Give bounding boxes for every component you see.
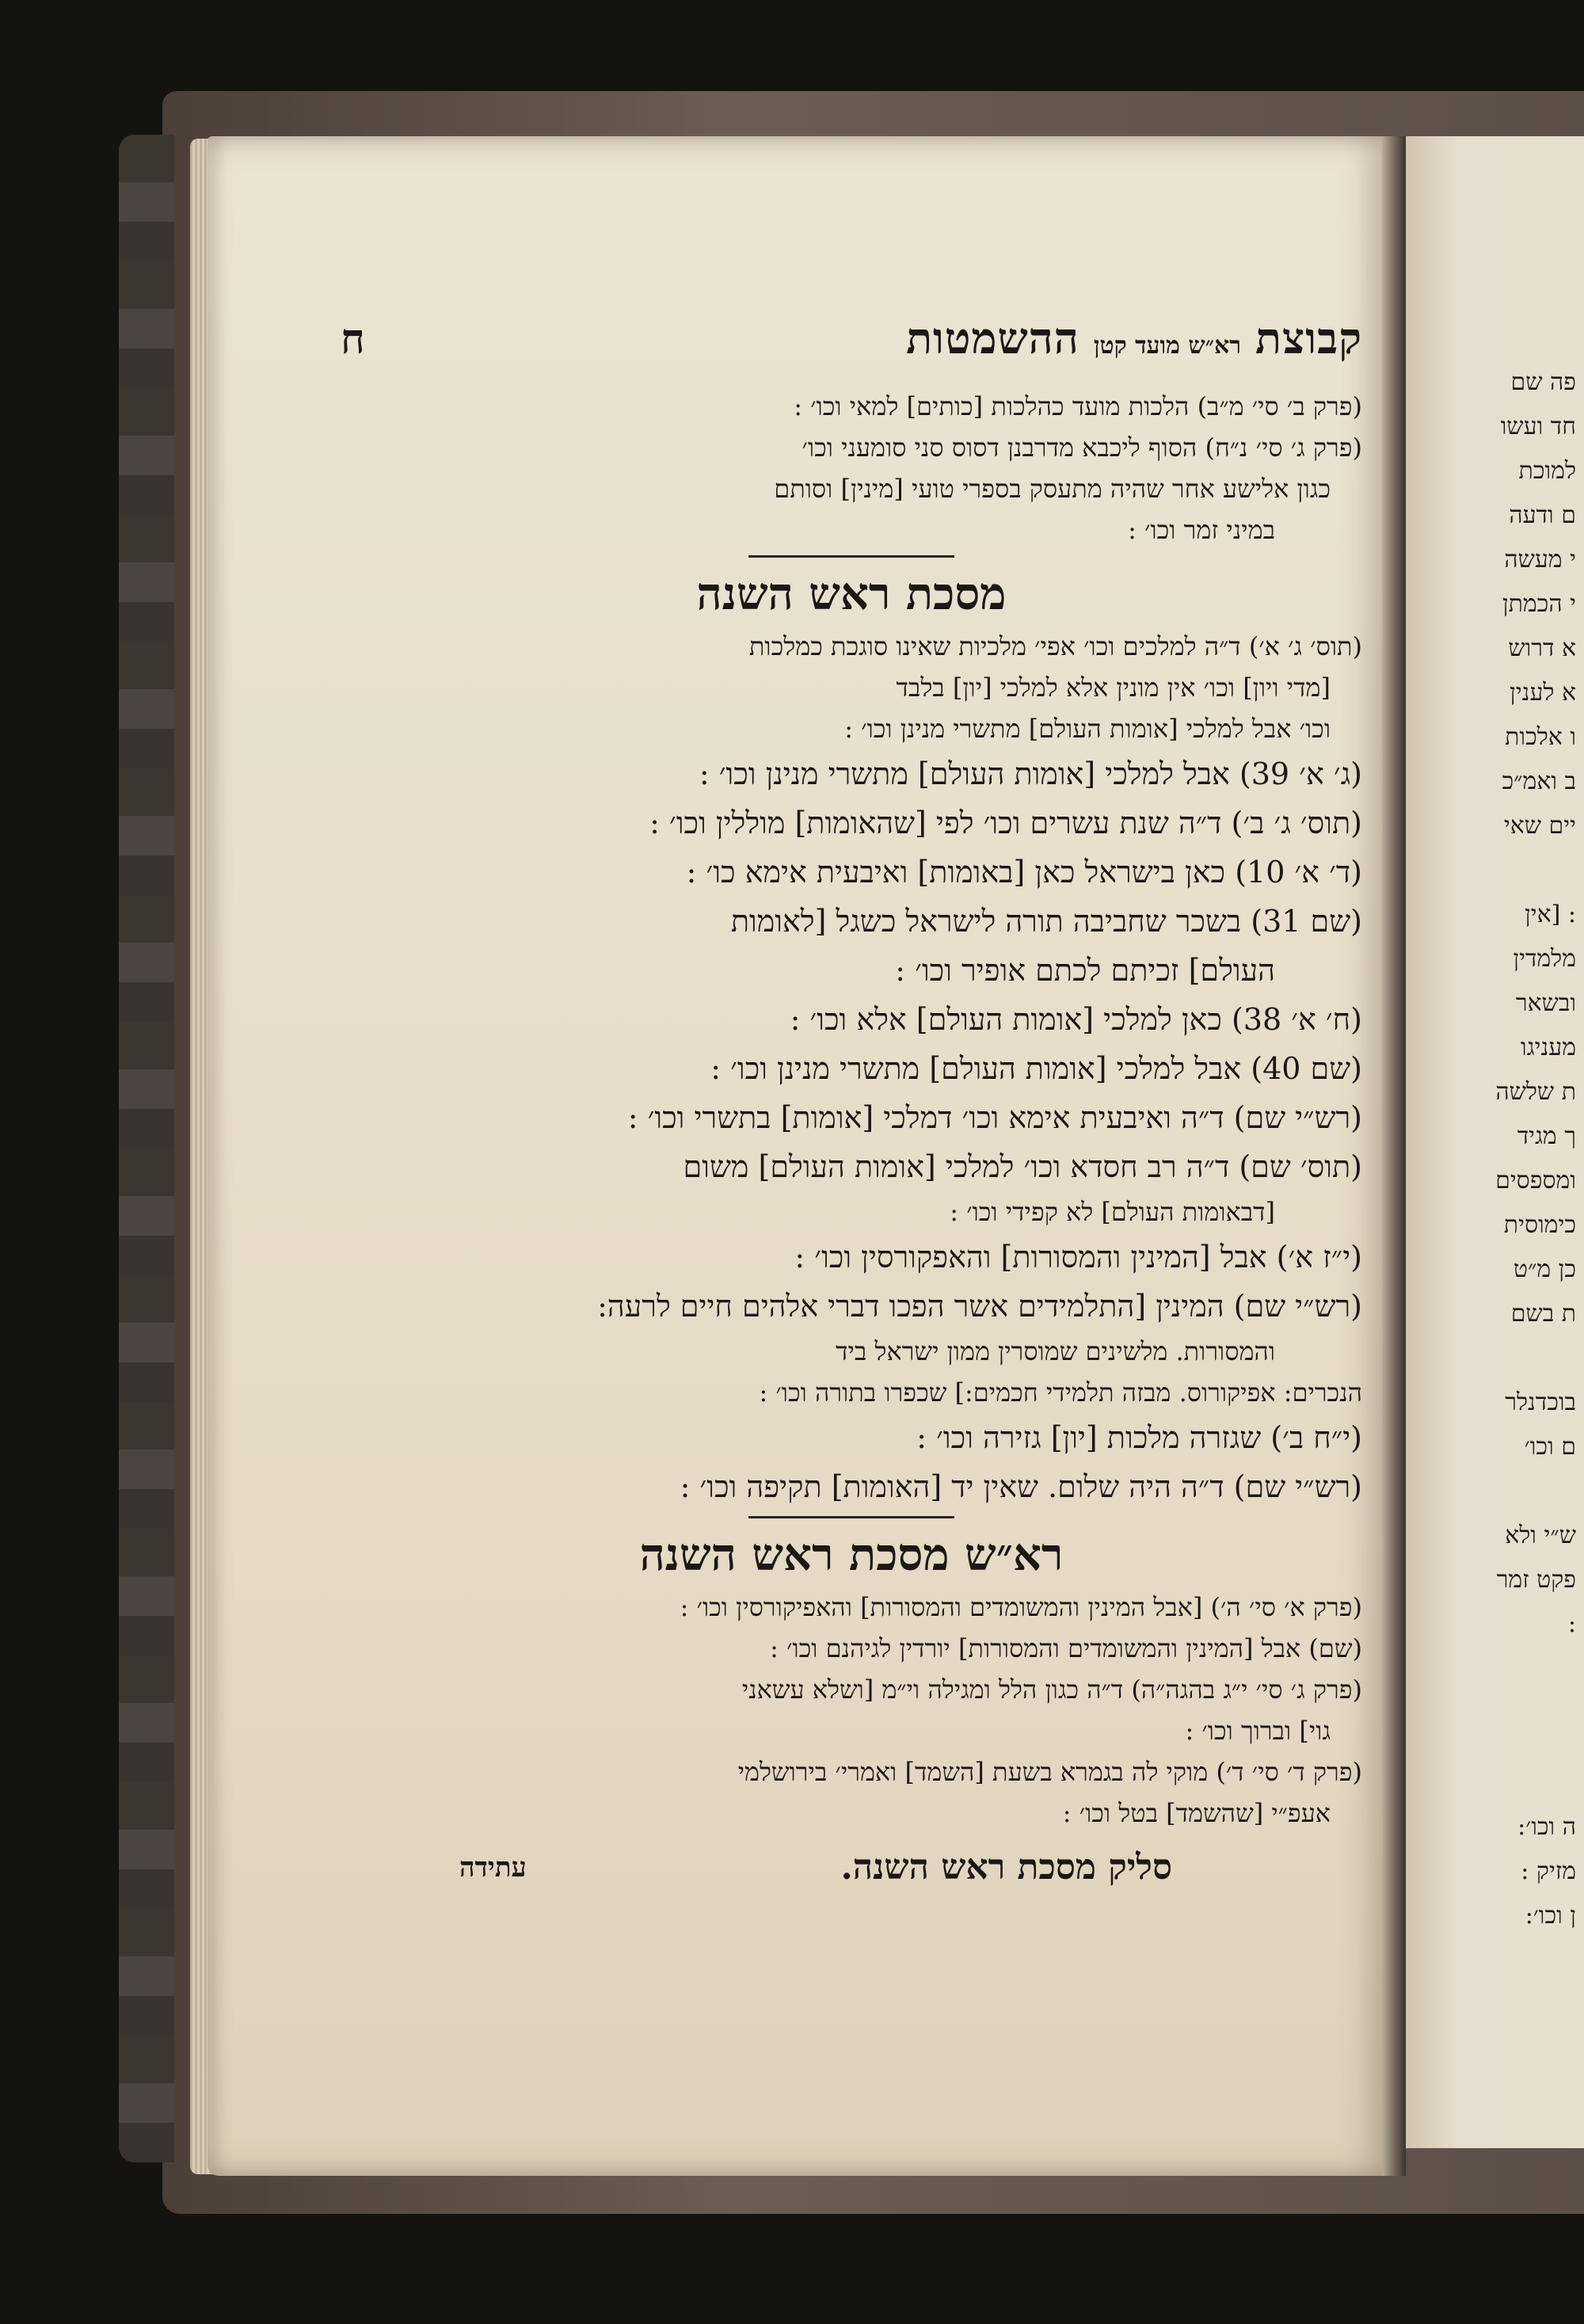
book-spine (119, 135, 174, 2162)
text-line: (שם 31) בשכר שחביבה תורה לישראל כשגל [לאומות (730, 904, 1362, 939)
text-line: העולם] זכיתם לכתם אופיר וכו׳ : (895, 953, 1275, 988)
header-subtitle: רא״ש מועד קטן (1093, 332, 1242, 360)
header-title: קבוצת (1255, 313, 1362, 364)
right-fragment: : (1567, 1610, 1576, 1638)
right-fragment: מלמדין (1513, 945, 1576, 973)
text-line: (פרק א׳ סי׳ ה׳) [אבל המינין והמשומדים והמסורות] והאפיקורסין וכו׳ : (680, 1592, 1362, 1622)
right-fragment: ומספסים (1495, 1167, 1576, 1194)
text-line: (תוס׳ ג׳ ב׳) ד״ה שנת עשרים וכו׳ לפי [שהאומות] מוללין וכו׳ : (649, 806, 1362, 840)
right-fragment: יים שאי (1503, 812, 1576, 840)
right-fragment: ת שלשה (1495, 1078, 1576, 1106)
section-divider (748, 1516, 954, 1518)
header-section-name: ההשמטות (906, 313, 1079, 364)
right-fragment: ם ודעה (1509, 501, 1576, 529)
text-line: (י״ח ב׳) שגזרה מלכות [יון] גזירה וכו׳ : (916, 1420, 1362, 1455)
spacer (1418, 1647, 1576, 1805)
right-fragment: חד ועשו (1500, 413, 1576, 440)
page-number: ח (341, 315, 365, 364)
text-line: (שם) אבל [המינין והמשומדים והמסורות] יורדין לגיהנם וכו׳ : (770, 1633, 1362, 1663)
right-fragment: פה שם (1510, 368, 1576, 396)
right-fragment: מזיק : (1521, 1857, 1576, 1885)
opening-line: (פרק ג׳ סי׳ נ״ח) הסוף ליכבא מדרבנן דסוס סני סומעני וכו׳ (802, 432, 1362, 463)
right-fragment: ם וכו׳ (1524, 1433, 1576, 1461)
right-fragment: ת בשם (1510, 1300, 1576, 1328)
text-line: (רש״י שם) ד״ה ואיבעית אימא וכו׳ דמלכי [אומות] בתשרי וכו׳ : (627, 1100, 1362, 1135)
right-fragment: י מעשה (1504, 546, 1576, 573)
text-line: גוי] וברוך וכו׳ : (1185, 1716, 1331, 1746)
right-fragment: כימוסית (1503, 1211, 1576, 1239)
text-line: והמסורות. מלשינים שמוסרין ממון ישראל ביד (836, 1336, 1275, 1366)
right-fragment: : [אין (1525, 901, 1576, 928)
right-fragment: א דרוש (1508, 634, 1576, 662)
closing-line (341, 1840, 1362, 1895)
text-line: [מדי ויון] וכו׳ אין מונין אלא למלכי [יון] בלבד (896, 672, 1331, 703)
section-divider (748, 555, 954, 558)
header-title-group (906, 313, 1362, 364)
right-fragment (1418, 848, 1576, 893)
text-line: [דבאומות העולם] לא קפידי וכו׳ : (950, 1197, 1275, 1227)
running-header (341, 313, 1362, 386)
right-fragment: י הכמתן (1502, 590, 1576, 618)
text-line: (תוס׳ ג׳ א׳) ד״ה למלכים וכו׳ אפי׳ מלכיות שאינו סוגכת כמלכות (748, 631, 1362, 661)
text-line: וכו׳ אבל למלכי [אומות העולם] מתשרי מנינן וכו׳ : (844, 714, 1331, 744)
main-text-column (341, 313, 1362, 1895)
catchword: עתידה (459, 1852, 527, 1884)
opening-line: כגון אלישע אחר שהיה מתעסק בספרי טועי [מינין] וסותם (774, 474, 1331, 504)
right-fragment (1418, 1336, 1576, 1381)
right-fragment: ן וכו׳: (1525, 1902, 1576, 1930)
text-line: (פרק ג׳ סי׳ י״ג בהגה״ה) ד״ה כגון הלל ומגילה וי״מ [ושלא עשאני (741, 1674, 1362, 1705)
text-line: (תוס׳ שם) ד״ה רב חסדא וכו׳ למלכי [אומות העולם] משום (683, 1149, 1362, 1184)
text-line: (שם 40) אבל למלכי [אומות העולם] מתשרי מנינן וכו׳ : (710, 1051, 1362, 1086)
opening-line: (פרק ב׳ סי׳ מ״ב) הלכות מועד כהלכות [כותים] למאי וכו׳ : (794, 391, 1362, 421)
right-fragment: בוכדנלר (1505, 1389, 1576, 1416)
right-fragment: ך מגיד (1517, 1122, 1576, 1150)
right-fragment: א לענין (1510, 679, 1576, 707)
right-fragment: ה וכו׳: (1517, 1813, 1576, 1841)
text-line: (ג׳ א׳ 39) אבל למלכי [אומות העולם] מתשרי מנינן וכו׳ : (699, 756, 1362, 791)
right-fragment: ש״י ולא (1505, 1522, 1576, 1549)
text-line: (רש״י שם) ד״ה היה שלום. שאין יד [האומות] תקיפה וכו׳ : (680, 1469, 1362, 1504)
text-line: (רש״י שם) המינין [התלמידים אשר הפכו דברי אלהים חיים לרעה: (597, 1289, 1362, 1324)
right-fragment: ו אלכות (1505, 723, 1576, 751)
right-fragment: פקט זמר (1496, 1566, 1576, 1594)
section-title: מסכת ראש השנה (696, 568, 1007, 620)
text-line: (ד׳ א׳ 10) כאן בישראל כאן [באומות] ואיבעית אימא כו׳ : (686, 855, 1362, 890)
right-fragment: ב ואמ״כ (1502, 768, 1576, 795)
right-fragment: למוכת (1518, 457, 1576, 485)
opening-line: במיני זמר וכו׳ : (1128, 515, 1275, 545)
section-title: רא״ש מסכת ראש השנה (639, 1529, 1064, 1581)
closing-text: סליק מסכת ראש השנה. (840, 1847, 1172, 1888)
right-fragment: כן מ״ט (1513, 1255, 1576, 1283)
text-line: אעפ״י [שהשמד] בטל וכו׳ : (1062, 1798, 1331, 1828)
text-line: (י״ז א׳) אבל [המינין והמסורות] והאפקורסין וכו׳ : (794, 1240, 1362, 1274)
right-fragment: מעניגו (1521, 1034, 1576, 1061)
text-line: (פרק ד׳ סי׳ ד׳) מוקי לה בגמרא בשעת [השמד] ואמרי׳ בירושלמי (737, 1757, 1362, 1787)
right-fragment (1418, 1469, 1576, 1514)
book-gutter (1382, 136, 1406, 2176)
right-fragment: ובשאר (1515, 989, 1576, 1017)
right-page-text (1418, 360, 1576, 1938)
text-line: (ח׳ א׳ 38) כאן למלכי [אומות העולם] אלא וכו׳ : (790, 1002, 1362, 1037)
text-line: הנכרים: אפיקורוס. מבזה תלמידי חכמים:] שכפרו בתורה וכו׳ : (759, 1377, 1362, 1408)
